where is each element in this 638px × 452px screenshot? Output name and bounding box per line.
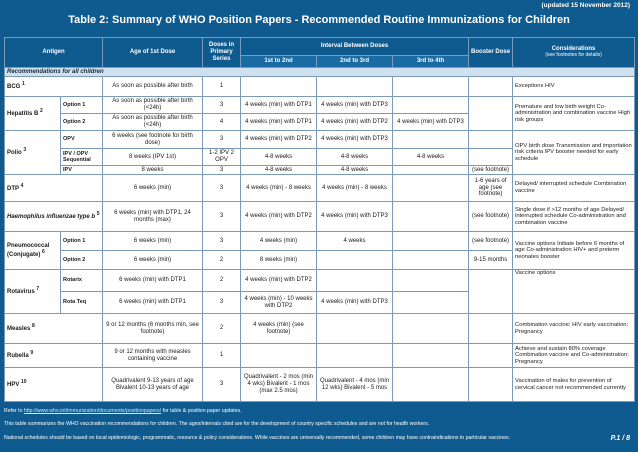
- cell-interval: 4 weeks (min) with DTP3: [317, 97, 393, 114]
- cell-doses: 3: [203, 232, 241, 251]
- cell-considerations: Vaccine options: [513, 270, 635, 314]
- header-antigen: Antigen: [5, 38, 103, 68]
- antigen-hepb: Hepatitis B $^2$: [5, 97, 61, 131]
- cell-considerations: Combination vaccine; HIV early vaccination; Pregnancy: [513, 314, 635, 344]
- cell-interval: 4 weeks (min) (see footnote): [241, 314, 317, 344]
- cell-considerations: Single dose if >12 months of age Delayed/ interrupted schedule Co-administration and combination vaccine: [513, 202, 635, 232]
- option-label: Option 1: [61, 97, 103, 114]
- cell-doses: 1: [203, 77, 241, 97]
- cell-interval: [393, 202, 469, 232]
- antigen-polio: Polio $^3$: [5, 131, 61, 175]
- option-label: Rotarix: [61, 270, 103, 292]
- cell-interval: 4 weeks (min) - 10 weeks with DTP2: [241, 292, 317, 314]
- cell-age: 8 weeks: [103, 166, 203, 175]
- cell-doses: 4: [203, 114, 241, 131]
- cell-interval: [241, 77, 317, 97]
- option-label: Option 1: [61, 232, 103, 251]
- cell-doses: 3: [203, 368, 241, 402]
- header-interval-3-4: 3rd to 4th: [393, 56, 469, 68]
- cell-considerations: Delayed/ interrupted schedule Combination vaccine: [513, 175, 635, 202]
- row-hpv: [5, 368, 635, 402]
- cell-age: As soon as possible after birth (<24h): [103, 97, 203, 114]
- cell-interval: 4 weeks (min) with DTP3: [317, 292, 393, 314]
- option-label: IPV: [61, 166, 103, 175]
- cell-doses: 3: [203, 166, 241, 175]
- considerations-subtitle: (see footnotes for details): [545, 52, 602, 59]
- row-rubella: [5, 344, 635, 368]
- cell-interval: 4 weeks (min) with DTP2: [317, 114, 393, 131]
- cell-interval: 4 weeks (min) with DTP3: [393, 114, 469, 131]
- cell-considerations: Vaccine options Initiate before 6 months of age Co-administration HIV+ and preterm neonates booster: [513, 232, 635, 270]
- antigen-rotavirus: Rotavirus $^7$: [5, 270, 61, 314]
- cell-interval: [317, 251, 393, 270]
- footer-refer-suffix: for table & position paper updates.: [162, 408, 242, 414]
- updated-date: (updated 15 November 2012): [541, 2, 630, 9]
- cell-considerations: Premature and low birth weight Co-administration and combination vaccine High risk groups: [513, 97, 635, 131]
- cell-doses: 3: [203, 292, 241, 314]
- cell-booster: [469, 314, 513, 344]
- header-booster: Booster Dose: [469, 38, 513, 68]
- cell-doses: 3: [203, 97, 241, 114]
- header-interval: Interval Between Doses: [241, 38, 469, 56]
- cell-age: 9 or 12 months with measles containing vaccine: [103, 344, 203, 368]
- header-interval-2-3: 2nd to 3rd: [317, 56, 393, 68]
- footer-refer-prefix: Refer to: [4, 408, 23, 414]
- cell-considerations: OPV birth dose Transmission and importation risk criteria IPV booster needed for early schedule: [513, 131, 635, 175]
- cell-interval: [317, 77, 393, 97]
- cell-interval: [393, 292, 469, 314]
- cell-doses: 3: [203, 131, 241, 149]
- cell-age: 6 weeks (min) with DTP1: [103, 292, 203, 314]
- option-label: OPV: [61, 131, 103, 149]
- cell-doses: 2: [203, 314, 241, 344]
- cell-interval: [393, 175, 469, 202]
- cell-interval: [393, 97, 469, 114]
- option-label: Option 2: [61, 251, 103, 270]
- cell-doses: 2: [203, 270, 241, 292]
- footer-refer: [4, 408, 242, 414]
- section-all-children: Recommendations for all children: [5, 68, 635, 77]
- cell-interval: 4-8 weeks: [393, 149, 469, 166]
- cell-interval: 4-8 weeks: [317, 166, 393, 175]
- cell-interval: [393, 251, 469, 270]
- cell-booster: (see footnote): [469, 202, 513, 232]
- row-measles: [5, 314, 635, 344]
- considerations-title: Considerations: [551, 46, 596, 53]
- cell-interval: Quadrivalent - 2 mos (min 4 wks) Bivalent - 1 mos (max 2.5 mos): [241, 368, 317, 402]
- header-considerations: [513, 38, 635, 68]
- cell-age: 6 weeks (min): [103, 251, 203, 270]
- cell-interval: [393, 166, 469, 175]
- cell-interval: [241, 344, 317, 368]
- header-doses-primary: Doses in Primary Series: [203, 38, 241, 68]
- cell-booster: [469, 344, 513, 368]
- row-bcg: [5, 77, 635, 97]
- cell-age: 9 or 12 months (6 months min, see footnote): [103, 314, 203, 344]
- cell-interval: [317, 344, 393, 368]
- cell-interval: 4 weeks (min) - 8 weeks: [241, 175, 317, 202]
- cell-interval: [393, 314, 469, 344]
- cell-interval: 4-8 weeks: [317, 149, 393, 166]
- antigen-measles: Measles $^8$: [5, 314, 103, 344]
- option-label: Rota Teq: [61, 292, 103, 314]
- cell-interval: 4-8 weeks: [241, 166, 317, 175]
- cell-interval: [393, 368, 469, 402]
- cell-age: 6 weeks (see footnote for birth dose): [103, 131, 203, 149]
- cell-interval: 4 weeks (min) with DTP3: [317, 131, 393, 149]
- antigen-dtp: DTP $^4$: [5, 175, 103, 202]
- cell-doses: 2: [203, 251, 241, 270]
- header-interval-1-2: 1st to 2nd: [241, 56, 317, 68]
- cell-interval: [393, 77, 469, 97]
- cell-age: 8 weeks (IPV 1st): [103, 149, 203, 166]
- cell-booster: [469, 149, 513, 166]
- cell-interval: 4 weeks (min) with DTP3: [317, 202, 393, 232]
- cell-interval: 4 weeks (min) with DTP1: [241, 114, 317, 131]
- cell-considerations: Exceptions HIV: [513, 77, 635, 97]
- cell-interval: 4 weeks (min) - 8 weeks: [317, 175, 393, 202]
- cell-interval: 8 weeks (min): [241, 251, 317, 270]
- header-age-first-dose: Age of 1st Dose: [103, 38, 203, 68]
- cell-interval: 4 weeks (min) with DTP2: [241, 202, 317, 232]
- row-hib: [5, 202, 635, 232]
- page-title: Table 2: Summary of WHO Position Papers - Recommended Routine Immunizations for Children: [68, 14, 570, 26]
- cell-booster: [469, 270, 513, 314]
- cell-interval: 4-8 weeks: [241, 149, 317, 166]
- position-papers-link[interactable]: http://www.who.int/immunization/documents/positionpapers/: [23, 408, 162, 414]
- cell-considerations: Achieve and sustain 80% coverage Combination vaccine and Co-administration; Pregnancy: [513, 344, 635, 368]
- row-hepb-option1: [5, 97, 635, 114]
- cell-age: As soon as possible after birth (<24h): [103, 114, 203, 131]
- cell-age: Quadrivalent 9-13 years of age Bivalent 10-13 years of age: [103, 368, 203, 402]
- cell-booster: [469, 77, 513, 97]
- cell-considerations: Vaccination of males for prevention of cervical cancer not recommended currently: [513, 368, 635, 402]
- cell-interval: 4 weeks (min) with DTP1: [241, 97, 317, 114]
- cell-booster: [469, 97, 513, 131]
- cell-age: As soon as possible after birth: [103, 77, 203, 97]
- cell-age: 6 weeks (min) with DTP1, 24 months (max): [103, 202, 203, 232]
- antigen-bcg: BCG $^1$: [5, 77, 103, 97]
- cell-booster: (see footnote): [469, 166, 513, 175]
- cell-doses: 3: [203, 175, 241, 202]
- cell-doses: 3: [203, 202, 241, 232]
- cell-interval: [393, 344, 469, 368]
- cell-interval: [317, 270, 393, 292]
- antigen-rubella: Rubella $^9$: [5, 344, 103, 368]
- cell-interval: [393, 232, 469, 251]
- cell-doses: 1: [203, 344, 241, 368]
- cell-interval: 4 weeks (min): [241, 232, 317, 251]
- footer-summary: This table summarizes the WHO vaccination recommendations for children. The ages/intervals cited are for the development of country specific schedules and are not for health workers.: [4, 421, 430, 427]
- option-label: IPV / OPV Sequential: [61, 149, 103, 166]
- cell-age: 6 weeks (min) with DTP1: [103, 270, 203, 292]
- antigen-hib: Haemophilus influenzae type b $^5$: [5, 202, 103, 232]
- row-polio-opv: [5, 131, 635, 149]
- cell-booster: 1-6 years of age (see footnote): [469, 175, 513, 202]
- page-number: P.1 / 8: [610, 435, 630, 442]
- cell-interval: [317, 314, 393, 344]
- antigen-pneumococcal: Pneumococcal (Conjugate) $^6$: [5, 232, 61, 270]
- cell-booster: 9-15 months: [469, 251, 513, 270]
- cell-age: 6 weeks (min): [103, 175, 203, 202]
- cell-interval: 4 weeks: [317, 232, 393, 251]
- cell-interval: 4 weeks (min) with DTP2: [241, 270, 317, 292]
- cell-booster: [469, 368, 513, 402]
- cell-interval: [393, 270, 469, 292]
- cell-age: 6 weeks (min): [103, 232, 203, 251]
- footer-national: National schedules should be based on local epidemiologic, programmatic, resource & policy considerations. While vaccines are universally recommended, some children may have contraindications to particular vaccines.: [4, 435, 511, 441]
- cell-interval: [393, 131, 469, 149]
- option-label: Option 2: [61, 114, 103, 131]
- cell-doses: 1-2 IPV 2 OPV: [203, 149, 241, 166]
- immunization-table: [4, 37, 635, 402]
- cell-interval: 4 weeks (min) with DTP2: [241, 131, 317, 149]
- row-dtp: [5, 175, 635, 202]
- antigen-hpv: HPV $^{10}$: [5, 368, 103, 402]
- cell-booster: [469, 131, 513, 149]
- cell-interval: Quadrivalent - 4 mos (min 12 wks) Bivalent - 5 mos: [317, 368, 393, 402]
- row-rota-rotarix: [5, 270, 635, 292]
- cell-booster: (see footnote): [469, 232, 513, 251]
- row-pneumo-option1: [5, 232, 635, 251]
